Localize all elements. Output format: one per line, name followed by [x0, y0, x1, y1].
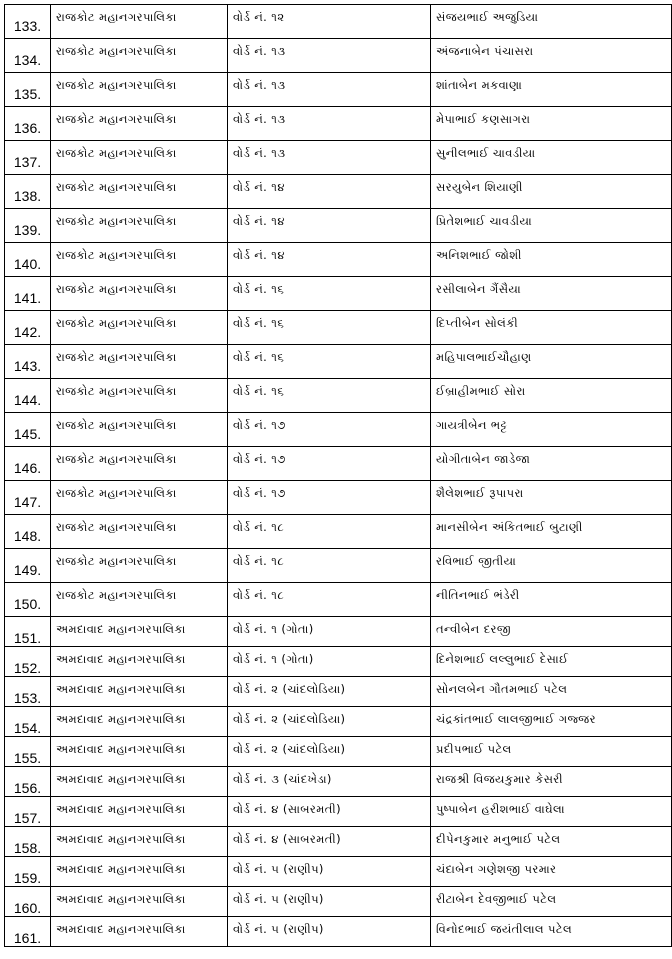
serial-number-cell: [5, 583, 51, 617]
ward-text: વોર્ડ નં. ૧ (ગોતા): [233, 652, 314, 666]
councillor-name-text: દીપેનકુમાર મનુભાઈ પટેલ: [436, 832, 561, 846]
councillor-name-cell: [431, 447, 672, 481]
serial-number-text: 141.: [13, 290, 42, 306]
ward-text: વોર્ડ નં. ૧૪: [233, 248, 285, 262]
corporation-text: રાજકોટ મહાનગરપાલિકા: [56, 554, 177, 568]
ward-cell: [228, 5, 431, 39]
table-row: [5, 277, 672, 311]
ward-text: વોર્ડ નં. ૧ (ગોતા): [233, 622, 314, 636]
serial-number-cell: [5, 827, 51, 857]
table-row: [5, 827, 672, 857]
corporation-cell: [51, 107, 228, 141]
table-row: [5, 379, 672, 413]
ward-text: વોર્ડ નં. ૧૬: [233, 350, 285, 364]
serial-number-text: 155.: [13, 750, 42, 766]
corporation-text: અમદાવાદ મહાનગરપાલિકા: [56, 802, 186, 816]
councillor-name-cell: [431, 917, 672, 947]
ward-text: વોર્ડ નં. ૧૬: [233, 316, 285, 330]
councillor-name-text: પુષ્પાબેન હરીશભાઈ વાઘેલા: [436, 802, 565, 816]
councillor-name-text: સોનલબેન ગૌતમભાઈ પટેલ: [436, 682, 568, 696]
ward-text: વોર્ડ નં. ૧૨: [233, 10, 285, 24]
corporation-cell: [51, 277, 228, 311]
serial-number-cell: [5, 413, 51, 447]
councillor-name-cell: [431, 413, 672, 447]
ward-cell: [228, 647, 431, 677]
ward-cell: [228, 887, 431, 917]
serial-number-cell: [5, 209, 51, 243]
table-row: [5, 737, 672, 767]
corporation-cell: [51, 767, 228, 797]
councillor-name-text: સંજયભાઈ અજુડિયા: [436, 10, 539, 24]
serial-number-cell: [5, 39, 51, 73]
table-row: [5, 857, 672, 887]
ward-text: વોર્ડ નં. ૧૬: [233, 384, 285, 398]
ward-cell: [228, 797, 431, 827]
table-row: [5, 481, 672, 515]
table-row: [5, 243, 672, 277]
serial-number-cell: [5, 887, 51, 917]
table-row: [5, 413, 672, 447]
corporation-text: રાજકોટ મહાનગરપાલિકા: [56, 384, 177, 398]
serial-number-cell: [5, 141, 51, 175]
serial-number-cell: [5, 311, 51, 345]
serial-number-text: 145.: [13, 426, 42, 442]
corporation-text: અમદાવાદ મહાનગરપાલિકા: [56, 682, 186, 696]
ward-text: વોર્ડ નં. ૪ (સાબરમતી): [233, 802, 341, 816]
ward-cell: [228, 277, 431, 311]
councillor-name-text: રીટાબેન દેવજીભાઈ પટેલ: [436, 892, 557, 906]
serial-number-text: 148.: [13, 528, 42, 544]
corporation-text: રાજકોટ મહાનગરપાલિકા: [56, 78, 177, 92]
serial-number-text: 139.: [13, 222, 42, 238]
table-row: [5, 647, 672, 677]
corporation-cell: [51, 73, 228, 107]
corporation-cell: [51, 677, 228, 707]
serial-number-text: 159.: [13, 870, 42, 886]
councillor-name-text: ઈબ્રાહીમભાઈ સોરા: [436, 384, 526, 398]
councillor-name-text: નીતિનભાઈ ભંડેરી: [436, 588, 520, 602]
corporation-text: રાજકોટ મહાનગરપાલિકા: [56, 180, 177, 194]
corporation-cell: [51, 447, 228, 481]
councillor-name-cell: [431, 277, 672, 311]
corporation-text: રાજકોટ મહાનગરપાલિકા: [56, 282, 177, 296]
table-row: [5, 73, 672, 107]
ward-text: વોર્ડ નં. ૧૭: [233, 486, 286, 500]
corporation-text: અમદાવાદ મહાનગરપાલિકા: [56, 922, 186, 936]
corporation-cell: [51, 379, 228, 413]
councillor-name-text: તન્વીબેન દરજી: [436, 622, 511, 636]
corporation-cell: [51, 549, 228, 583]
serial-number-text: 149.: [13, 562, 42, 578]
councillor-name-cell: [431, 5, 672, 39]
councillor-name-cell: [431, 857, 672, 887]
councillor-name-cell: [431, 887, 672, 917]
ward-text: વોર્ડ નં. ૫ (રાણીપ): [233, 892, 324, 906]
serial-number-cell: [5, 737, 51, 767]
corporation-cell: [51, 481, 228, 515]
councillor-name-cell: [431, 345, 672, 379]
ward-text: વોર્ડ નં. ૧૪: [233, 180, 285, 194]
serial-number-cell: [5, 481, 51, 515]
ward-text: વોર્ડ નં. ૨ (ચાંદલોડિયા): [233, 682, 346, 696]
table-row: [5, 917, 672, 947]
councillor-name-cell: [431, 647, 672, 677]
councillor-name-text: રવિભાઈ જીતીયા: [436, 554, 517, 568]
corporation-text: અમદાવાદ મહાનગરપાલિકા: [56, 862, 186, 876]
ward-cell: [228, 857, 431, 887]
councillor-name-cell: [431, 767, 672, 797]
corporation-cell: [51, 5, 228, 39]
table-row: [5, 107, 672, 141]
councillor-name-cell: [431, 797, 672, 827]
councillor-name-cell: [431, 141, 672, 175]
corporation-text: રાજકોટ મહાનગરપાલિકા: [56, 146, 177, 160]
councillor-name-text: વિનોદભાઈ જયંતીલાલ પટેલ: [436, 922, 573, 936]
councillor-name-cell: [431, 617, 672, 647]
corporation-cell: [51, 175, 228, 209]
table-row: [5, 345, 672, 379]
corporation-text: રાજકોટ મહાનગરપાલિકા: [56, 486, 177, 500]
serial-number-cell: [5, 73, 51, 107]
corporation-cell: [51, 857, 228, 887]
ward-cell: [228, 737, 431, 767]
serial-number-text: 144.: [13, 392, 42, 408]
councillor-name-cell: [431, 549, 672, 583]
ward-text: વોર્ડ નં. ૨ (ચાંદલોડિયા): [233, 742, 346, 756]
councillor-name-text: સરયુબેન શિયાણી: [436, 180, 523, 194]
serial-number-cell: [5, 707, 51, 737]
corporation-cell: [51, 141, 228, 175]
ward-text: વોર્ડ નં. ૩ (ચાંદખેડા): [233, 772, 332, 786]
councillor-name-cell: [431, 311, 672, 345]
ward-cell: [228, 583, 431, 617]
ward-cell: [228, 345, 431, 379]
councillor-name-cell: [431, 39, 672, 73]
corporation-text: રાજકોટ મહાનગરપાલિકા: [56, 316, 177, 330]
serial-number-text: 138.: [13, 188, 42, 204]
corporation-text: રાજકોટ મહાનગરપાલિકા: [56, 418, 177, 432]
serial-number-text: 136.: [13, 120, 42, 136]
ward-cell: [228, 549, 431, 583]
ward-text: વોર્ડ નં. ૧૭: [233, 418, 286, 432]
serial-number-cell: [5, 5, 51, 39]
table-row: [5, 583, 672, 617]
serial-number-text: 161.: [13, 930, 42, 946]
ward-text: વોર્ડ નં. ૧૬: [233, 282, 285, 296]
table-row: [5, 5, 672, 39]
corporation-cell: [51, 345, 228, 379]
table-row: [5, 797, 672, 827]
ward-cell: [228, 209, 431, 243]
serial-number-text: 140.: [13, 256, 42, 272]
table-row: [5, 209, 672, 243]
corporation-text: રાજકોટ મહાનગરપાલિકા: [56, 10, 177, 24]
councillor-name-text: દિનેશભાઈ લલ્લુભાઈ દેસાઈ: [436, 652, 569, 666]
serial-number-text: 152.: [13, 660, 42, 676]
serial-number-cell: [5, 447, 51, 481]
corporation-cell: [51, 209, 228, 243]
table-row: [5, 887, 672, 917]
councillor-name-text: મેપાભાઈ કણસાગરા: [436, 112, 531, 126]
corporation-text: અમદાવાદ મહાનગરપાલિકા: [56, 772, 186, 786]
ward-text: વોર્ડ નં. ૧૩: [233, 44, 286, 58]
serial-number-text: 154.: [13, 720, 42, 736]
table-row: [5, 141, 672, 175]
serial-number-text: 134.: [13, 52, 42, 68]
table-row: [5, 677, 672, 707]
corporation-text: અમદાવાદ મહાનગરપાલિકા: [56, 892, 186, 906]
ward-text: વોર્ડ નં. ૧૮: [233, 588, 285, 602]
serial-number-cell: [5, 549, 51, 583]
ward-cell: [228, 917, 431, 947]
corporation-cell: [51, 797, 228, 827]
councillor-name-text: સુનીલભાઈ ચાવડીયા: [436, 146, 536, 160]
ward-text: વોર્ડ નં. ૪ (સાબરમતી): [233, 832, 341, 846]
councillor-name-cell: [431, 107, 672, 141]
corporation-text: રાજકોટ મહાનગરપાલિકા: [56, 350, 177, 364]
serial-number-cell: [5, 175, 51, 209]
ward-cell: [228, 413, 431, 447]
ward-cell: [228, 767, 431, 797]
ward-cell: [228, 175, 431, 209]
ward-cell: [228, 243, 431, 277]
corporation-text: રાજકોટ મહાનગરપાલિકા: [56, 44, 177, 58]
councillor-name-text: પ્રિતેશભાઈ ચાવડીયા: [436, 214, 533, 228]
ward-cell: [228, 617, 431, 647]
ward-cell: [228, 707, 431, 737]
corporation-text: અમદાવાદ મહાનગરપાલિકા: [56, 832, 186, 846]
table-row: [5, 617, 672, 647]
serial-number-cell: [5, 277, 51, 311]
councillor-name-cell: [431, 209, 672, 243]
corporation-cell: [51, 39, 228, 73]
councillor-name-text: યોગીતાબેન જાડેજા: [436, 452, 531, 466]
serial-number-text: 137.: [13, 154, 42, 170]
ward-cell: [228, 447, 431, 481]
serial-number-cell: [5, 647, 51, 677]
corporation-text: અમદાવાદ મહાનગરપાલિકા: [56, 622, 186, 636]
ward-text: વોર્ડ નં. ૧૩: [233, 78, 286, 92]
councillor-name-cell: [431, 175, 672, 209]
table-row: [5, 447, 672, 481]
councillor-name-text: પ્રદીપભાઈ પટેલ: [436, 742, 512, 756]
ward-cell: [228, 73, 431, 107]
serial-number-cell: [5, 345, 51, 379]
councillor-name-cell: [431, 243, 672, 277]
table-row: [5, 515, 672, 549]
serial-number-cell: [5, 243, 51, 277]
corporation-text: રાજકોટ મહાનગરપાલિકા: [56, 520, 177, 534]
ward-text: વોર્ડ નં. ૧૭: [233, 452, 286, 466]
corporation-cell: [51, 647, 228, 677]
ward-text: વોર્ડ નં. ૫ (રાણીપ): [233, 922, 324, 936]
ward-text: વોર્ડ નં. ૨ (ચાંદલોડિયા): [233, 712, 346, 726]
table-row: [5, 549, 672, 583]
councillor-name-text: દિપ્તીબેન સોલંકી: [436, 316, 519, 330]
serial-number-cell: [5, 917, 51, 947]
councillor-name-text: ગાયત્રીબેન ભટ્ટ: [436, 418, 508, 432]
table-row: [5, 767, 672, 797]
serial-number-text: 156.: [13, 780, 42, 796]
corporation-cell: [51, 515, 228, 549]
serial-number-cell: [5, 617, 51, 647]
corporation-text: અમદાવાદ મહાનગરપાલિકા: [56, 742, 186, 756]
councillor-name-cell: [431, 515, 672, 549]
corporation-cell: [51, 243, 228, 277]
corporation-cell: [51, 413, 228, 447]
table-row: [5, 707, 672, 737]
serial-number-text: 133.: [13, 18, 42, 34]
councillor-name-cell: [431, 583, 672, 617]
ward-text: વોર્ડ નં. ૧૩: [233, 146, 286, 160]
ward-text: વોર્ડ નં. ૫ (રાણીપ): [233, 862, 324, 876]
corporation-text: રાજકોટ મહાનગરપાલિકા: [56, 248, 177, 262]
councillor-name-cell: [431, 827, 672, 857]
table-body: [5, 5, 672, 947]
serial-number-text: 147.: [13, 494, 42, 510]
councillor-name-text: શાંતાબેન મકવાણા: [436, 78, 523, 92]
serial-number-cell: [5, 797, 51, 827]
serial-number-text: 146.: [13, 460, 42, 476]
ward-cell: [228, 515, 431, 549]
councillor-name-cell: [431, 73, 672, 107]
councillor-name-text: અનિશભાઈ જોશી: [436, 248, 522, 262]
councillor-name-cell: [431, 707, 672, 737]
ward-text: વોર્ડ નં. ૧૮: [233, 554, 285, 568]
serial-number-cell: [5, 515, 51, 549]
serial-number-cell: [5, 767, 51, 797]
councillor-name-text: અંજનાબેન પંચાસરા: [436, 44, 534, 58]
serial-number-text: 157.: [13, 810, 42, 826]
ward-cell: [228, 107, 431, 141]
corporation-cell: [51, 617, 228, 647]
ward-text: વોર્ડ નં. ૧૪: [233, 214, 285, 228]
corporation-text: રાજકોટ મહાનગરપાલિકા: [56, 452, 177, 466]
councillor-name-cell: [431, 481, 672, 515]
table-row: [5, 175, 672, 209]
serial-number-text: 153.: [13, 690, 42, 706]
corporation-text: અમદાવાદ મહાનગરપાલિકા: [56, 712, 186, 726]
councillor-name-text: ચંદ્રકાંતભાઈ લાલજીભાઈ ગજ્જર: [436, 712, 596, 726]
serial-number-cell: [5, 107, 51, 141]
corporation-cell: [51, 917, 228, 947]
corporation-cell: [51, 583, 228, 617]
corporation-cell: [51, 737, 228, 767]
councillor-name-text: રસીલાબેન ગૈંસૈયા: [436, 282, 522, 296]
serial-number-cell: [5, 677, 51, 707]
serial-number-text: 135.: [13, 86, 42, 102]
councillor-name-cell: [431, 737, 672, 767]
councillor-name-cell: [431, 379, 672, 413]
councillor-table: [4, 4, 672, 947]
serial-number-text: 142.: [13, 324, 42, 340]
councillor-name-text: માનસીબેન અંકિતભાઈ બુટાણી: [436, 520, 583, 534]
serial-number-text: 151.: [13, 630, 42, 646]
councillor-name-cell: [431, 677, 672, 707]
corporation-text: રાજકોટ મહાનગરપાલિકા: [56, 214, 177, 228]
corporation-cell: [51, 311, 228, 345]
ward-cell: [228, 481, 431, 515]
corporation-text: રાજકોટ મહાનગરપાલિકા: [56, 112, 177, 126]
ward-cell: [228, 141, 431, 175]
councillor-name-text: શૈલેશભાઈ રૂપાપરા: [436, 486, 524, 500]
table-row: [5, 39, 672, 73]
corporation-cell: [51, 887, 228, 917]
corporation-cell: [51, 827, 228, 857]
serial-number-cell: [5, 857, 51, 887]
corporation-cell: [51, 707, 228, 737]
councillor-name-text: ચંદાબેન ગણેશજી પરમાર: [436, 862, 557, 876]
ward-cell: [228, 677, 431, 707]
ward-text: વોર્ડ નં. ૧૩: [233, 112, 286, 126]
corporation-text: રાજકોટ મહાનગરપાલિકા: [56, 588, 177, 602]
serial-number-text: 160.: [13, 900, 42, 916]
ward-cell: [228, 379, 431, 413]
table-row: [5, 311, 672, 345]
serial-number-text: 158.: [13, 840, 42, 856]
serial-number-text: 143.: [13, 358, 42, 374]
ward-cell: [228, 827, 431, 857]
corporation-text: અમદાવાદ મહાનગરપાલિકા: [56, 652, 186, 666]
ward-text: વોર્ડ નં. ૧૮: [233, 520, 285, 534]
councillor-name-text: રાજશ્રી વિજયકુમાર કેસરી: [436, 772, 563, 786]
councillor-name-text: મહિપાલભાઈચૌહાણ: [436, 350, 532, 364]
ward-cell: [228, 311, 431, 345]
serial-number-text: 150.: [13, 596, 42, 612]
ward-cell: [228, 39, 431, 73]
serial-number-cell: [5, 379, 51, 413]
